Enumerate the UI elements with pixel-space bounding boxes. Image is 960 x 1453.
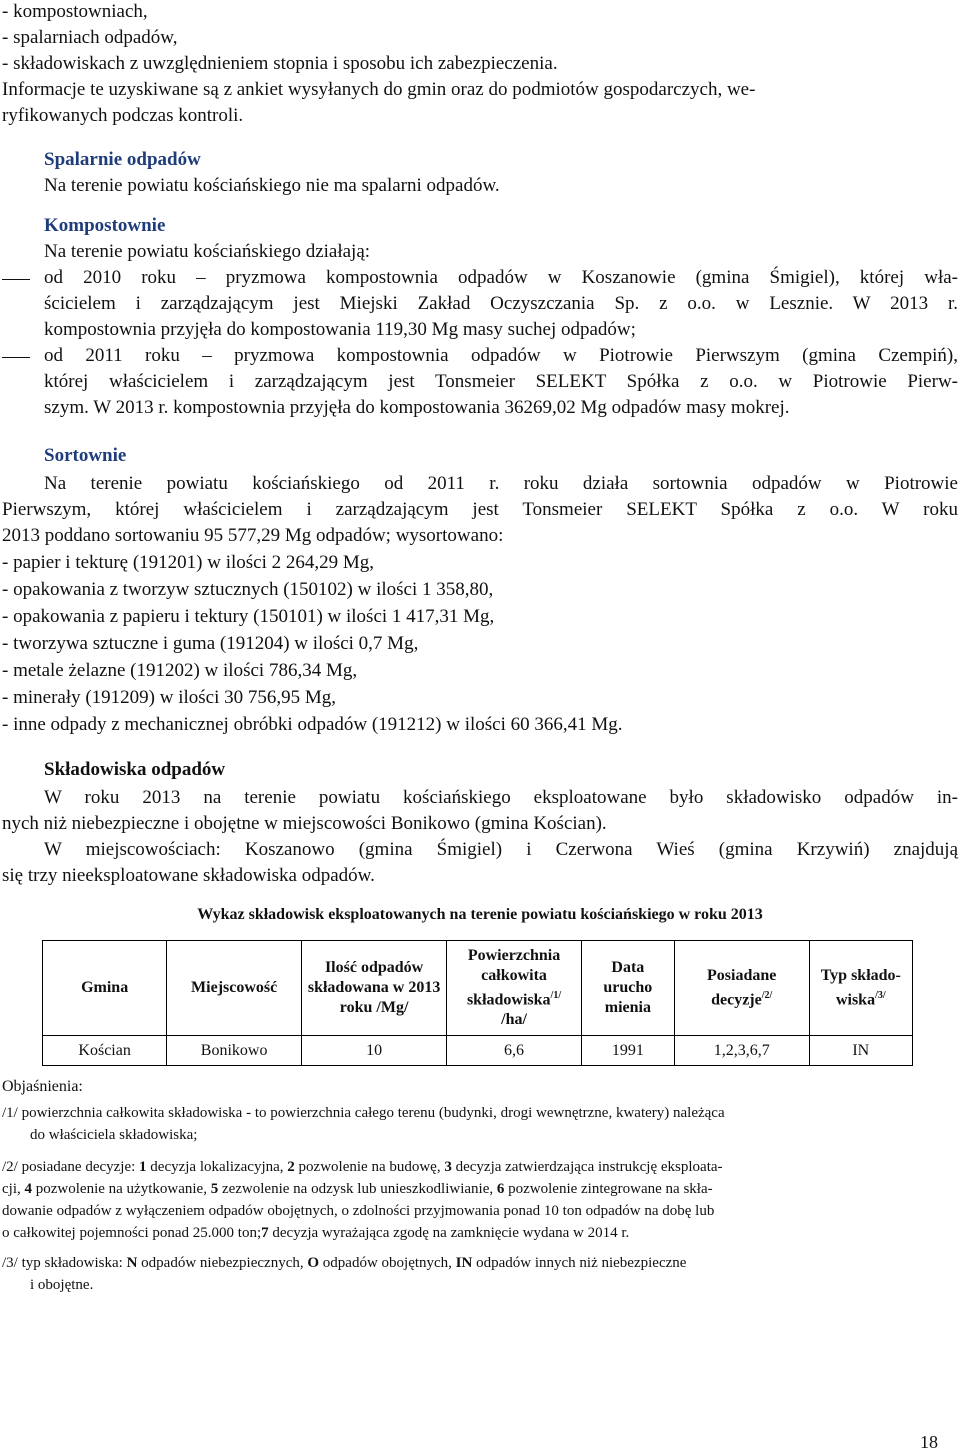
intro-line-4: Informacje te uzyskiwane są z ankiet wysyłanych do gmin oraz do podmiotów gospodarczych, we- <box>2 79 756 100</box>
landfill-table <box>42 940 913 1066</box>
cell-typ: IN <box>809 1036 912 1066</box>
sortownie-line-3: 2013 poddano sortowaniu 95 577,29 Mg odpadów; wysortowano: <box>2 525 504 546</box>
note-2-line2: cji, 4 pozwolenie na użytkowanie, 5 zezwolenie na odzysk lub unieszkodliwianie, 6 pozwolenie zintegrowane na skła- <box>2 1181 713 1197</box>
item-dash <box>2 357 30 358</box>
note-3-line2: i obojętne. <box>30 1277 94 1293</box>
page-number: 18 <box>920 1432 938 1452</box>
sortownie-line-2: Pierwszym, której właścicielem i zarządzającym jest Tonsmeier SELEKT Spółka z o.o. W roku <box>2 499 958 520</box>
header-powierzchnia-label: Powierzchnia całkowita składowiska <box>466 946 561 1009</box>
header-ilosc: Ilość odpadów składowana w 2013 roku /Mg/ <box>302 941 447 1036</box>
sortownie-item-7: - inne odpady z mechanicznej obróbki odpadów (191212) w ilości 60 366,41 Mg. <box>2 714 623 735</box>
kompostownie-item2-line3: szym. W 2013 r. kompostownia przyjęła do kompostowania 36269,02 Mg odpadów masy mokrej. <box>44 397 790 418</box>
sortownie-item-2: - opakowania z tworzyw sztucznych (150102) w ilości 1 358,80, <box>2 579 494 600</box>
header-decyzje <box>674 941 809 1036</box>
notes-title: Objaśnienia: <box>2 1078 83 1095</box>
cell-ilosc: 10 <box>302 1036 447 1066</box>
skladowiska-p1-line1: W roku 2013 na terenie powiatu kościańskiego eksploatowane było składowisko odpadów in- <box>44 787 958 808</box>
kompostownie-heading: Kompostownie <box>44 215 166 236</box>
intro-line-3: - składowiskach z uwzględnieniem stopnia i sposobu ich zabezpieczenia. <box>2 53 558 74</box>
header-powierzchnia-footnote: /1/ <box>550 989 562 1001</box>
cell-powierzchnia: 6,6 <box>447 1036 582 1066</box>
spalarnie-text: Na terenie powiatu kościańskiego nie ma spalarni odpadów. <box>44 175 500 196</box>
skladowiska-heading: Składowiska odpadów <box>44 759 226 780</box>
sortownie-line-1: Na terenie powiatu kościańskiego od 2011 r. roku działa sortownia odpadów w Piotrowie <box>44 473 958 494</box>
kompostownie-item1-line1: od 2010 roku – pryzmowa kompostownia odpadów w Koszanowie (gmina Śmigiel), której wła- <box>44 267 958 288</box>
note-3-line1: /3/ typ składowiska: N odpadów niebezpiecznych, O odpadów obojętnych, IN odpadów innych niż niebezpieczne <box>2 1255 687 1271</box>
kompostownie-intro: Na terenie powiatu kościańskiego działają: <box>44 241 371 262</box>
table-caption: Wykaz składowisk eksploatowanych na terenie powiatu kościańskiego w roku 2013 <box>197 906 763 923</box>
kompostownie-item2-line2: której właścicielem i zarządzającym jest Tonsmeier SELEKT Spółka z o.o. w Piotrowie Pierw- <box>44 371 958 392</box>
sortownie-item-5: - metale żelazne (191202) w ilości 786,34 Mg, <box>2 660 358 681</box>
cell-decyzje: 1,2,3,6,7 <box>674 1036 809 1066</box>
cell-data: 1991 <box>581 1036 674 1066</box>
skladowiska-p2-line2: się trzy nieeksploatowane składowiska odpadów. <box>2 865 375 886</box>
note-2-line3: dowanie odpadów z wyłączeniem odpadów obojętnych, o zdolności przyjmowania ponad 10 ton odpadów na dobę lub <box>2 1203 715 1219</box>
note-2-line4: o całkowitej pojemności ponad 25.000 ton;7 decyzja wyrażająca zgodę na zamknięcie wydana w 2014 r. <box>2 1225 630 1241</box>
intro-line-1: - kompostowniach, <box>2 1 148 22</box>
header-gmina: Gmina <box>43 941 167 1036</box>
intro-line-2: - spalarniach odpadów, <box>2 27 178 48</box>
header-data: Data urucho mienia <box>581 941 674 1036</box>
cell-gmina: Kościan <box>43 1036 167 1066</box>
header-decyzje-label: Posiadane decyzje <box>707 966 777 1009</box>
kompostownie-item2-line1: od 2011 roku – pryzmowa kompostownia odpadów w Piotrowie Pierwszym (gmina Czempiń), <box>44 345 958 366</box>
header-decyzje-footnote: /2/ <box>761 989 773 1001</box>
skladowiska-p2-line1: W miejscowościach: Koszanowo (gmina Śmigiel) i Czerwona Wieś (gmina Krzywiń) znajdują <box>44 839 958 860</box>
header-typ-label: Typ składo- wiska <box>820 966 901 1009</box>
table-header-row <box>43 941 913 1036</box>
kompostownie-item1-line3: kompostownia przyjęła do kompostowania 119,30 Mg masy suchej odpadów; <box>44 319 636 340</box>
item-dash <box>2 279 30 280</box>
table-row <box>43 1036 913 1066</box>
cell-miejscowosc: Bonikowo <box>167 1036 302 1066</box>
note-1-line1: /1/ powierzchnia całkowita składowiska - to powierzchnia całego terenu (budynki, drogi wewnętrzne, kwatery) należąca <box>2 1105 725 1121</box>
note-1-line2: do właściciela składowiska; <box>30 1127 198 1143</box>
header-powierzchnia-unit: /ha/ <box>501 1011 527 1029</box>
sortownie-heading: Sortownie <box>44 445 127 466</box>
sortownie-item-1: - papier i tekturę (191201) w ilości 2 264,29 Mg, <box>2 552 375 573</box>
sortownie-item-6: - minerały (191209) w ilości 30 756,95 Mg, <box>2 687 337 708</box>
header-powierzchnia <box>447 941 582 1036</box>
spalarnie-heading: Spalarnie odpadów <box>44 149 201 170</box>
header-typ <box>809 941 912 1036</box>
note-2-line1: /2/ posiadane decyzje: 1 decyzja lokalizacyjna, 2 pozwolenie na budowę, 3 decyzja zatwierdzająca instrukcję eksploata- <box>2 1159 723 1175</box>
sortownie-item-4: - tworzywa sztuczne i guma (191204) w ilości 0,7 Mg, <box>2 633 419 654</box>
skladowiska-p1-line2: nych niż niebezpieczne i obojętne w miejscowości Bonikowo (gmina Kościan). <box>2 813 607 834</box>
kompostownie-item1-line2: ścicielem i zarządzającym jest Miejski Zakład Oczyszczania Sp. z o.o. w Lesznie. W 2013 r. <box>44 293 958 314</box>
sortownie-item-3: - opakowania z papieru i tektury (150101) w ilości 1 417,31 Mg, <box>2 606 495 627</box>
intro-line-5: ryfikowanych podczas kontroli. <box>2 105 244 126</box>
header-miejscowosc: Miejscowość <box>167 941 302 1036</box>
header-typ-footnote: /3/ <box>875 989 886 1001</box>
